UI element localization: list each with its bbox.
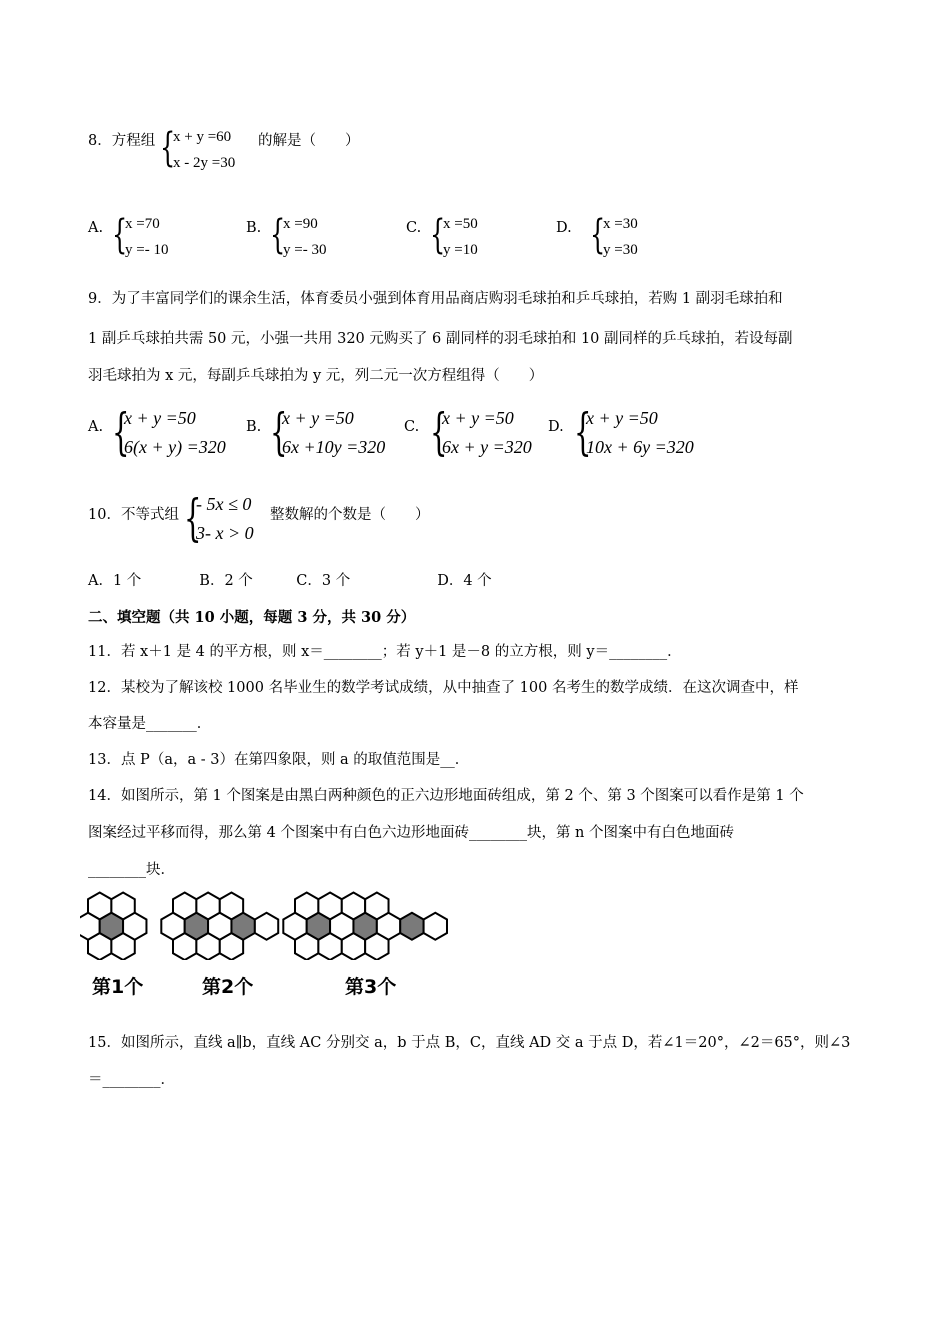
q13: 13．点 P（a，a - 3）在第四象限，则 a 的取值范围是__．	[88, 752, 470, 768]
q9-option-a-eq2: 6(x + y) =320	[124, 437, 226, 457]
q9-option-b-eq2: 6x +10y =320	[282, 437, 386, 457]
q14-line-2: 图案经过平移而得，那么第 4 个图案中有白色六边形地面砖________块，第 n 个图案中有白色地面砖	[88, 825, 734, 841]
q8-option-b-eq1: x =90	[283, 216, 318, 232]
hex-tile-white	[330, 913, 353, 940]
q9-option-c-eq1: x + y =50	[442, 408, 514, 428]
hex-tile-black	[100, 913, 123, 940]
q8-option-b-brace: {	[270, 212, 286, 258]
q8-system-eq1: x + y =60	[173, 129, 232, 145]
q14-line-1: 14．如图所示，第 1 个图案是由黑白两种颜色的正六边形地面砖组成，第 2 个、第 3 个图案可以看作是第 1 个	[88, 788, 804, 804]
q9-line-1: 9．为了丰富同学们的课余生活，体育委员小强到体育用品商店购羽毛球拍和乒乓球拍，若购 1 副羽毛球拍和	[88, 291, 783, 307]
hex-tile-black	[400, 913, 423, 940]
hex-tile-white	[255, 913, 278, 940]
q9-option-d-eq2: 10x + 6y =320	[586, 437, 694, 457]
q8-option-b-label: B.	[246, 220, 262, 236]
hex-tile-white	[283, 913, 306, 940]
q10-system-brace: {	[184, 489, 202, 547]
q8-option-a-eq2: y =- 10	[125, 242, 169, 258]
q15-line-1: 15．如图所示，直线 a∥b，直线 AC 分别交 a，b 于点 B，C，直线 AD 交 a 于点 D，若∠1＝20°，∠2＝65°，则∠3	[88, 1035, 851, 1051]
q8-option-d-eq2: y =30	[603, 242, 638, 258]
q15-line-2: ＝________．	[88, 1072, 175, 1088]
q8-option-d-label: D.	[556, 220, 572, 236]
q8-option-a-eq1: x =70	[125, 216, 160, 232]
hex-tile-white	[161, 913, 184, 940]
q8-system-brace: {	[160, 125, 176, 171]
hexagon-tiles-figure	[80, 888, 460, 960]
q9-option-a-label: A.	[88, 419, 104, 435]
q8-option-a-label: A.	[88, 220, 104, 236]
q8-option-d-eq1: x =30	[603, 216, 638, 232]
q11: 11．若 x＋1 是 4 的平方根，则 x＝________；若 y＋1 是－8 的立方根，则 y＝________．	[88, 644, 682, 660]
hex-tile-white	[123, 913, 146, 940]
q9-option-a-eq1: x + y =50	[124, 408, 196, 428]
q9-option-d-brace: {	[574, 403, 592, 461]
q14-line-3: ________块．	[88, 862, 175, 878]
q9-option-d-eq1: x + y =50	[586, 408, 658, 428]
hex-tile-black	[307, 913, 330, 940]
figure-label-1: 第1个	[92, 976, 144, 998]
hex-tile-white	[377, 913, 400, 940]
q9-line-2: 1 副乒乓球拍共需 50 元，小强一共用 320 元购买了 6 副同样的羽毛球拍和 10 副同样的乒乓球拍，若设每副	[88, 331, 793, 347]
q10-stem-before: 10．不等式组	[88, 507, 179, 523]
q8-stem-before: 8．方程组	[88, 133, 156, 149]
q10-system-eq2: 3- x > 0	[196, 523, 254, 543]
figure-label-3: 第3个	[345, 976, 397, 998]
q12-line-2: 本容量是_______．	[88, 716, 212, 732]
q8-stem-after: 的解是（ ）	[258, 133, 360, 149]
q9-option-d-label: D.	[548, 419, 564, 435]
hex-tile-white	[80, 913, 100, 940]
q10-system-eq1: - 5x ≤ 0	[196, 494, 252, 514]
q8-option-c-brace: {	[430, 212, 446, 258]
figure-label-2: 第2个	[202, 976, 254, 998]
q10-stem-after: 整数解的个数是（ ）	[270, 507, 430, 523]
hex-tile-white	[208, 913, 231, 940]
hex-tile-black	[231, 913, 254, 940]
q9-option-a-brace: {	[112, 403, 130, 461]
hex-tile-white	[424, 913, 447, 940]
q9-option-c-brace: {	[430, 403, 448, 461]
q8-system-eq2: x - 2y =30	[173, 155, 236, 171]
q10-options: A．1 个 B．2 个 C．3 个 D．4 个	[88, 573, 492, 589]
q8-option-c-label: C.	[406, 220, 422, 236]
q8-option-c-eq1: x =50	[443, 216, 478, 232]
hex-tile-black	[353, 913, 376, 940]
section-2-title: 二、填空题（共 10 小题，每题 3 分，共 30 分）	[88, 609, 416, 626]
q8-option-a-brace: {	[112, 212, 128, 258]
q9-line-3: 羽毛球拍为 x 元，每副乒乓球拍为 y 元，列二元一次方程组得（ ）	[88, 368, 544, 384]
q12-line-1: 12．某校为了解该校 1000 名毕业生的数学考试成绩，从中抽查了 100 名考生的数学成绩．在这次调查中，样	[88, 680, 799, 696]
hex-tile-black	[185, 913, 208, 940]
q8-option-c-eq2: y =10	[443, 242, 478, 258]
q8-option-b-eq2: y =- 30	[283, 242, 327, 258]
q9-option-b-eq1: x + y =50	[282, 408, 354, 428]
q9-option-c-eq2: 6x + y =320	[442, 437, 532, 457]
q9-option-c-label: C.	[404, 419, 420, 435]
q8-option-d-brace: {	[590, 212, 606, 258]
q9-option-b-label: B.	[246, 419, 262, 435]
q9-option-b-brace: {	[270, 403, 288, 461]
